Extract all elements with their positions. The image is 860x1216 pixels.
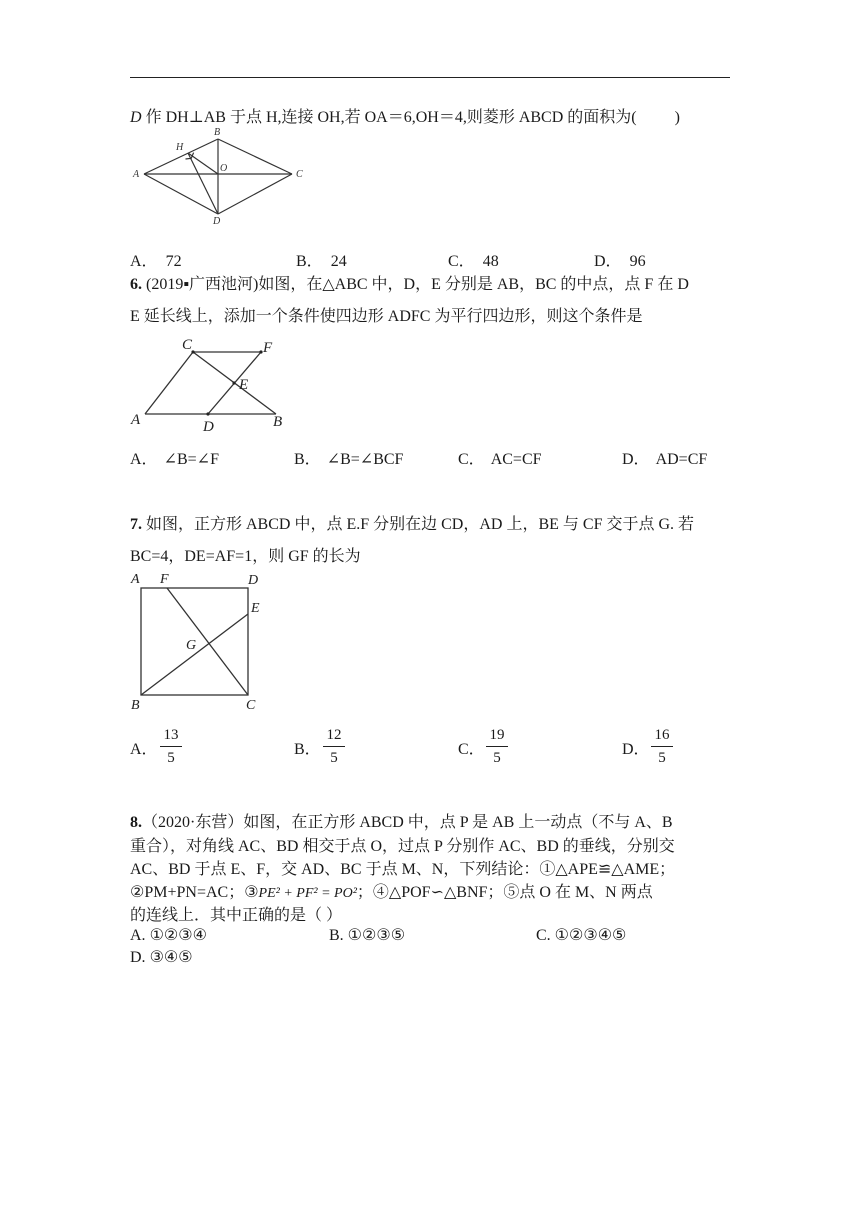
q7-option-a-numerator: 13: [163, 727, 179, 743]
q7-option-c[interactable]: [458, 736, 485, 759]
q7-option-b-letter: B．: [294, 741, 321, 758]
q5-option-a[interactable]: [130, 248, 182, 271]
q6-option-a-letter: A．: [130, 451, 158, 468]
q8-number: 8.: [130, 814, 142, 831]
q8-option-a-text: ①②③④: [145, 927, 207, 944]
q7-line1-text: 如图，正方形 ABCD 中，点 E.F 分别在边 CD，AD 上，BE 与 CF 交于点 G. 若: [142, 516, 695, 533]
q6-number: 6.: [130, 276, 142, 293]
q7-option-d[interactable]: [622, 736, 650, 759]
q6-option-a[interactable]: [130, 446, 219, 469]
q8-option-c-letter: C.: [536, 927, 551, 944]
q6-option-b-letter: B．: [294, 451, 321, 468]
q5-option-c-letter: C．: [448, 253, 475, 270]
q5-stem-prefix: D: [130, 109, 142, 126]
q6-label-f: F: [263, 340, 273, 356]
q5-option-b-letter: B．: [296, 253, 323, 270]
q8-option-d[interactable]: [130, 947, 193, 967]
q6-option-c-letter: C．: [458, 451, 485, 468]
q6-option-a-text: ∠B=∠F: [163, 451, 219, 468]
q7-label-c: C: [246, 698, 256, 713]
q8-option-a[interactable]: [130, 925, 207, 945]
q7-stem-line2: BC=4，DE=AF=1，则 GF 的长为: [130, 548, 361, 565]
q8-option-c[interactable]: [536, 925, 626, 945]
q5-option-a-letter: A．: [130, 253, 158, 270]
q7-option-c-fraction: [486, 726, 508, 767]
q7-option-c-numerator: 19: [489, 727, 505, 743]
q5-label-o: O: [220, 163, 228, 174]
q6-label-a: A: [131, 412, 141, 428]
q6-option-d[interactable]: [622, 446, 707, 469]
q6-option-c[interactable]: [458, 446, 542, 469]
q6-label-e: E: [239, 377, 249, 393]
q8-stem-line3: AC、BD 于点 E、F，交 AD、BC 于点 M、N，下列结论：①△APE≌△AME；: [130, 861, 676, 878]
q5-label-b: B: [214, 127, 221, 138]
q8-option-b-letter: B.: [329, 927, 344, 944]
q7-option-a[interactable]: [130, 736, 158, 759]
q7-option-d-letter: D．: [622, 741, 650, 758]
q7-label-e: E: [251, 601, 260, 616]
q7-number: 7.: [130, 516, 142, 533]
q6-label-c: C: [182, 337, 193, 353]
q6-label-d: D: [203, 419, 214, 435]
q7-label-a: A: [131, 572, 140, 587]
q8-option-d-letter: D.: [130, 949, 146, 966]
q5-label-h: H: [176, 142, 184, 153]
q6-option-c-text: AC=CF: [490, 451, 542, 468]
q6-line1-text: (2019▪广西池河)如图，在△ABC 中，D，E 分别是 AB，BC 的中点，点 F 在 D: [142, 276, 689, 293]
q5-option-d-text: 96: [629, 253, 646, 270]
q7-label-b: B: [131, 698, 140, 713]
q5-label-a: A: [133, 169, 140, 180]
q8-stem-line2: 重合），对角线 AC、BD 相交于点 O，过点 P 分别作 AC、BD 的垂线，分别交: [130, 838, 675, 855]
q6-option-d-letter: D．: [622, 451, 650, 468]
q8-stem-line1: [130, 809, 673, 832]
q6-stem-line2: E 延长线上，添加一个条件使四边形 ADFC 为平行四边形，则这个条件是: [130, 308, 643, 325]
q5-option-b[interactable]: [296, 248, 347, 271]
q5-label-c: C: [296, 169, 303, 180]
q7-option-d-denominator: 5: [658, 750, 666, 766]
q7-option-d-fraction: [651, 726, 673, 767]
q6-option-b-text: ∠B=∠BCF: [326, 451, 404, 468]
q5-stem-paren-close: ): [674, 109, 680, 126]
q7-option-a-denominator: 5: [167, 750, 175, 766]
q7-option-b-numerator: 12: [326, 727, 342, 743]
q8-option-d-text: ③④⑤: [145, 949, 193, 966]
q6-option-d-text: AD=CF: [655, 451, 708, 468]
q8-option-c-text: ①②③④⑤: [550, 927, 627, 944]
q7-option-c-denominator: 5: [493, 750, 501, 766]
q8-line4-b: ；④△POF∽△BNF；⑤点 O 在 M、N 两点: [356, 884, 653, 901]
q7-square-figure: [130, 570, 270, 716]
q7-option-b-denominator: 5: [330, 750, 338, 766]
q5-rhombus-figure: [130, 126, 310, 226]
q5-option-c-text: 48: [482, 253, 499, 270]
q8-option-b-text: ①②③⑤: [343, 927, 406, 944]
q5-stem: [130, 104, 680, 127]
q6-option-b[interactable]: [294, 446, 403, 469]
q8-option-a-letter: A.: [130, 927, 146, 944]
q5-label-d: D: [213, 216, 221, 226]
q5-option-d-letter: D．: [594, 253, 622, 270]
q7-label-d: D: [248, 573, 259, 588]
q7-option-c-letter: C．: [458, 741, 485, 758]
q7-stem-line1: [130, 511, 694, 534]
q5-option-d[interactable]: [594, 248, 646, 271]
q5-option-c[interactable]: [448, 248, 499, 271]
q7-option-b-fraction: [323, 726, 345, 767]
q7-option-d-numerator: 16: [654, 727, 670, 743]
header-rule: [130, 77, 730, 78]
q5-stem-text: 作 DH⊥AB 于点 H,连接 OH,若 OA＝6,OH＝4,则菱形 ABCD 的面积为(: [141, 109, 637, 126]
q8-stem-line4: [130, 879, 653, 902]
q8-formula: PE² + PF² = PO²: [258, 886, 357, 901]
q5-option-a-text: 72: [165, 253, 182, 270]
q8-line4-a: ②PM+PN=AC；③: [130, 884, 259, 901]
q7-option-a-fraction: [160, 726, 182, 767]
q8-stem-line5: 的连线上．其中正确的是（ ）: [130, 907, 343, 924]
q6-label-b: B: [273, 414, 283, 430]
q5-option-b-text: 24: [330, 253, 347, 270]
q7-label-f: F: [160, 572, 169, 587]
q8-option-b[interactable]: [329, 925, 405, 945]
q6-stem-line1: [130, 271, 689, 294]
q6-parallelogram-figure: [130, 336, 300, 436]
q7-label-g: G: [186, 638, 197, 653]
q7-option-b[interactable]: [294, 736, 321, 759]
q7-option-a-letter: A．: [130, 741, 158, 758]
q8-line1-text: （2020·东营）如图，在正方形 ABCD 中，点 P 是 AB 上一动点（不与 A、B: [142, 814, 673, 831]
